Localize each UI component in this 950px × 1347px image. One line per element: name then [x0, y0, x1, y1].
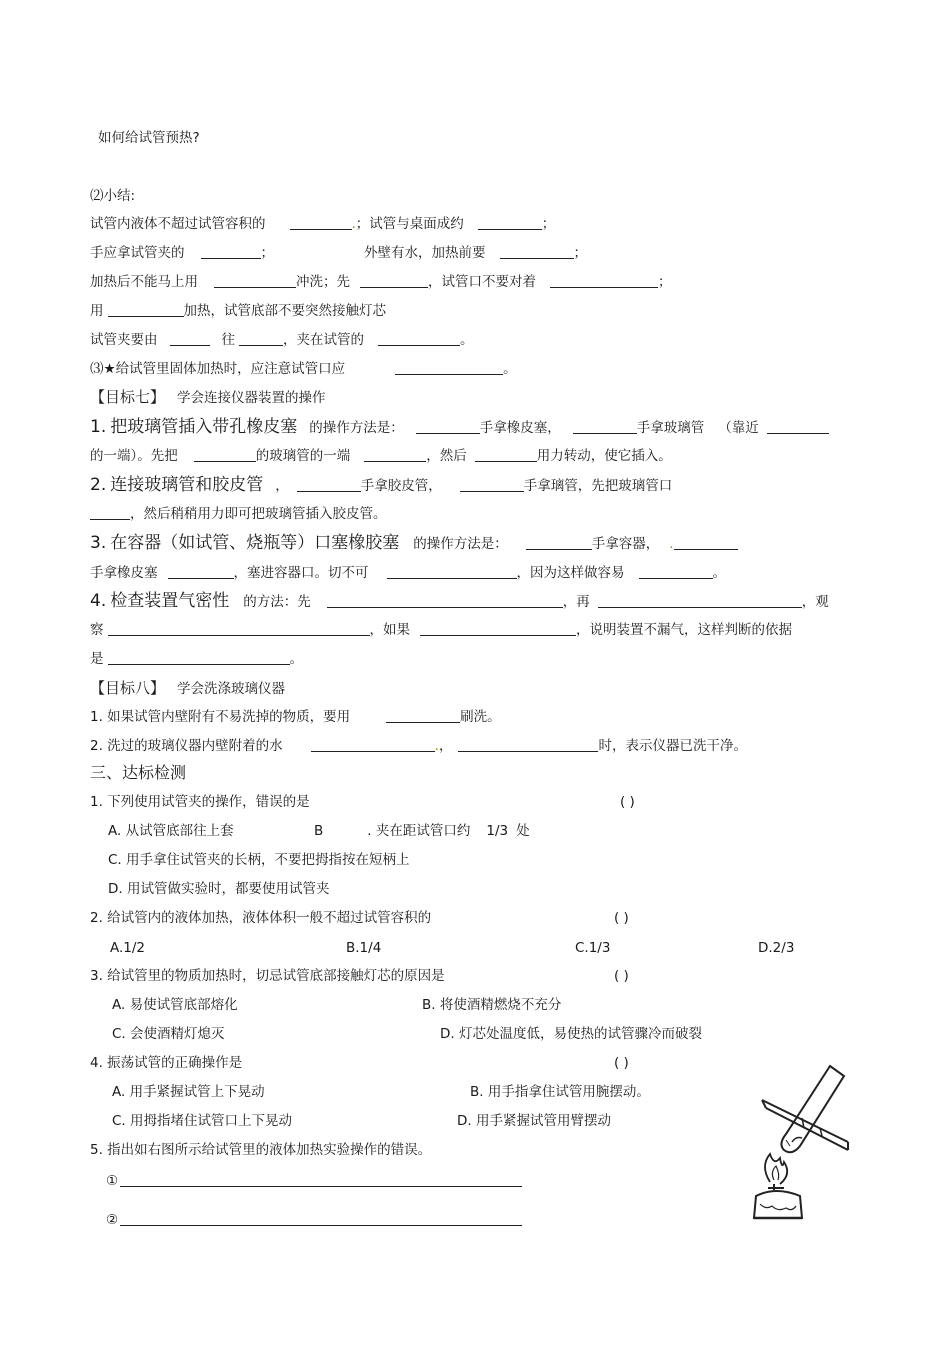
blank[interactable]	[674, 535, 738, 550]
q1-option-b[interactable]: B . 夹在距试管口约 1/3 处	[314, 823, 530, 839]
blank[interactable]	[550, 273, 658, 288]
blank[interactable]	[290, 215, 352, 230]
blank[interactable]	[90, 505, 130, 520]
goal7-heading: 【目标七】 学会连接仪器装置的操作	[90, 388, 326, 406]
q4-option-d[interactable]: D. 用手紧握试管用臂摆动	[457, 1113, 611, 1129]
blank[interactable]	[639, 564, 713, 579]
goal8-item1: 1. 如果试管内壁附有不易洗掉的物质，要用 刷洗。	[90, 709, 501, 725]
blank[interactable]	[475, 447, 537, 462]
q3-option-a[interactable]: A. 易使试管底部熔化	[112, 997, 238, 1013]
summary-line-1: 试管内液体不超过试管容积的 .；试管与桌面成约 ；	[90, 216, 556, 232]
goal7-item4-line2: 察 ，如果 ，说明装置不漏气，这样判断的依据	[90, 622, 792, 638]
blank[interactable]	[214, 273, 296, 288]
summary-line-3: 加热后不能马上用 冲洗；先 ，试管口不要对着 ；	[90, 274, 672, 290]
blank[interactable]	[120, 1211, 522, 1226]
blank[interactable]	[168, 564, 234, 579]
test-tube-icon	[781, 1066, 844, 1152]
summary-line-5: 试管夹要由 往 ，夹在试管的 。	[90, 332, 474, 348]
blank[interactable]	[108, 650, 290, 665]
q1-answer-paren[interactable]: ( )	[620, 794, 635, 810]
goal8-heading: 【目标八】 学会洗涤玻璃仪器	[90, 679, 286, 697]
blank[interactable]	[573, 419, 637, 434]
q1-option-d[interactable]: D. 用试管做实验时，都要使用试管夹	[108, 881, 330, 897]
blank[interactable]	[311, 737, 435, 752]
section3-title: 三、达标检测	[90, 763, 187, 782]
summary-line-6: ⑶★给试管里固体加热时，应注意试管口应 。	[90, 361, 517, 377]
q3-option-c[interactable]: C. 会使酒精灯熄灭	[112, 1026, 225, 1042]
q4-option-b[interactable]: B. 用手指拿住试管用腕摆动。	[470, 1084, 650, 1100]
q1-option-c[interactable]: C. 用手拿住试管夹的长柄，不要把拇指按在短柄上	[108, 852, 410, 868]
q3-answer-paren[interactable]: ( )	[614, 968, 629, 984]
blank[interactable]	[478, 215, 542, 230]
blank[interactable]	[360, 273, 428, 288]
q4-option-a[interactable]: A. 用手紧握试管上下晃动	[112, 1084, 265, 1100]
blank[interactable]	[378, 331, 460, 346]
q2-answer-paren[interactable]: ( )	[614, 910, 629, 926]
goal7-item4-line1: 4. 检查装置气密性 的方法：先 ，再 ，观	[90, 591, 829, 611]
q3-stem: 3. 给试管里的物质加热时，切忌试管底部接触灯芯的原因是	[90, 968, 445, 984]
blank[interactable]	[416, 419, 480, 434]
blank[interactable]	[458, 737, 598, 752]
blank[interactable]	[767, 419, 829, 434]
blank[interactable]	[201, 244, 261, 259]
q2-option-b[interactable]: B.1/4	[346, 940, 382, 956]
summary-title: ⑵小结:	[90, 188, 136, 204]
q4-stem: 4. 振荡试管的正确操作是	[90, 1055, 243, 1071]
intro-question: 如何给试管预热?	[98, 130, 200, 146]
goal7-item3-line1: 3. 在容器（如试管、烧瓶等）口塞橡胶塞 的操作方法是： 手拿容器， .	[90, 533, 738, 554]
q2-option-c[interactable]: C.1/3	[575, 940, 611, 956]
blank[interactable]	[460, 477, 524, 492]
blank[interactable]	[526, 535, 592, 550]
blank[interactable]	[120, 1172, 522, 1187]
q2-stem: 2. 给试管内的液体加热，液体体积一般不超过试管容积的	[90, 910, 432, 926]
summary-line-2: 手应拿试管夹的 ； 外壁有水，加热前要 ；	[90, 245, 587, 261]
blank[interactable]	[387, 564, 517, 579]
blank[interactable]	[500, 244, 574, 259]
q3-option-b[interactable]: B. 将使酒精燃烧不充分	[422, 997, 562, 1013]
blank[interactable]	[395, 360, 503, 375]
q5-answer-1: ①	[106, 1171, 522, 1191]
blank[interactable]	[194, 447, 256, 462]
q3-option-d[interactable]: D. 灯芯处温度低，易使热的试管骤冷而破裂	[440, 1026, 702, 1042]
goal7-item4-line3: 是 。	[90, 651, 303, 667]
test-tube-heating-figure	[740, 1062, 860, 1222]
goal7-item3-line2: 手拿橡皮塞 ，塞进容器口。切不可 ，因为这样做容易 。	[90, 565, 726, 581]
goal7-item2-line2: ，然后稍稍用力即可把玻璃管插入胶皮管。	[90, 504, 387, 524]
q2-option-a[interactable]: A.1/2	[110, 940, 146, 956]
blank[interactable]	[420, 621, 576, 636]
goal8-item2: 2. 洗过的玻璃仪器内壁附着的水 .， 时，表示仪器已洗干净。	[90, 738, 747, 754]
blank[interactable]	[327, 593, 563, 608]
q1-stem: 1. 下列使用试管夹的操作，错误的是	[90, 794, 310, 810]
blank[interactable]	[364, 447, 426, 462]
blank[interactable]	[170, 331, 210, 346]
goal7-item1-line2: 的一端）。先把 的玻璃管的一端 ，然后 用力转动，使它插入。	[90, 448, 672, 464]
blank[interactable]	[598, 593, 802, 608]
blank[interactable]	[108, 621, 370, 636]
q5-stem: 5. 指出如右图所示给试管里的液体加热实验操作的错误。	[90, 1142, 432, 1158]
flame-icon	[765, 1154, 787, 1184]
q2-option-d[interactable]: D.2/3	[758, 940, 795, 956]
q4-answer-paren[interactable]: ( )	[614, 1055, 629, 1071]
blank[interactable]	[297, 477, 361, 492]
q4-option-c[interactable]: C. 用拇指堵住试管口上下晃动	[112, 1113, 293, 1129]
summary-line-4: 用 加热，试管底部不要突然接触灯芯	[90, 303, 386, 319]
blank[interactable]	[239, 331, 283, 346]
test-tube-clamp-icon	[762, 1100, 848, 1150]
alcohol-lamp-icon	[754, 1184, 802, 1218]
q1-option-a[interactable]: A. 从试管底部往上套	[108, 823, 234, 839]
goal7-item1-line1: 1. 把玻璃管插入带孔橡皮塞 的操作方法是： 手拿橡皮塞， 手拿玻璃管 （靠近	[90, 417, 829, 438]
q5-answer-2: ②	[106, 1210, 522, 1230]
blank[interactable]	[108, 302, 184, 317]
goal7-item2-line1: 2. 连接玻璃管和胶皮管 ， 手拿胶皮管， 手拿璃管，先把玻璃管口	[90, 475, 673, 495]
blank[interactable]	[386, 708, 460, 723]
